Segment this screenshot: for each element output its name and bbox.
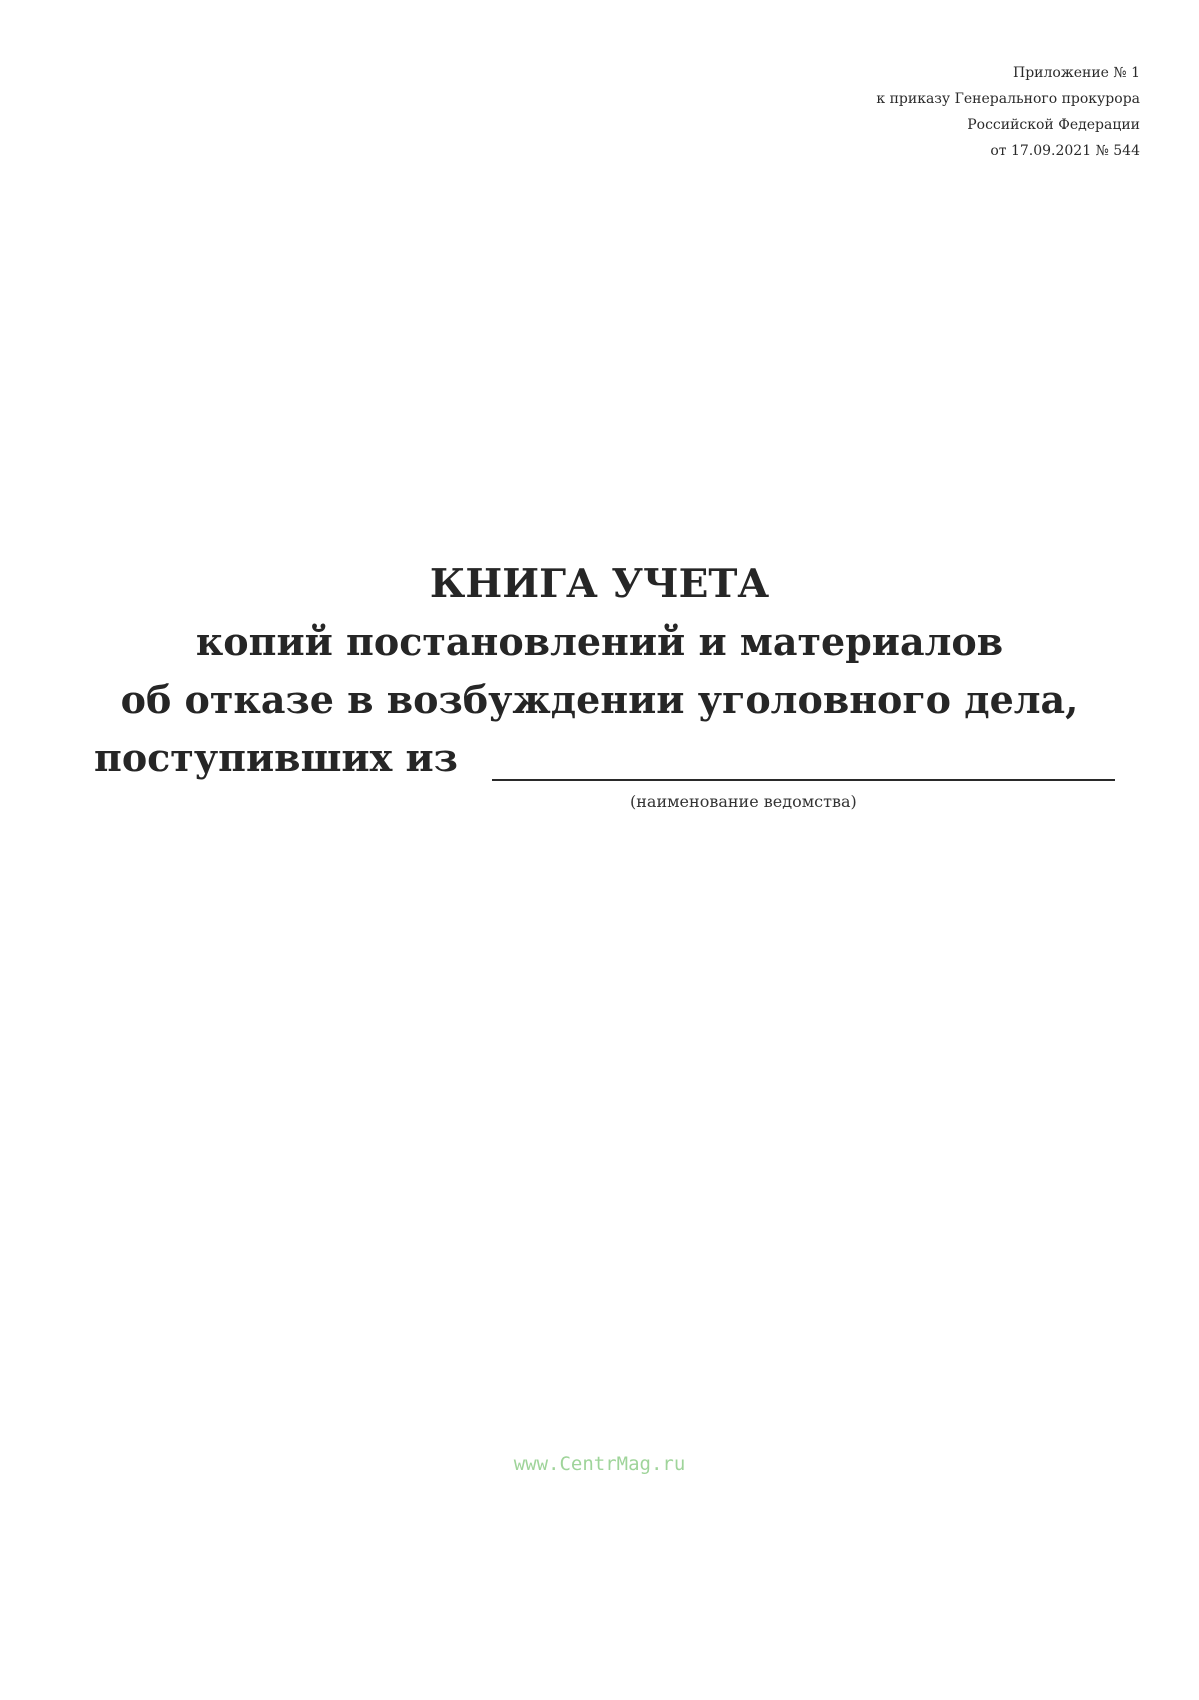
title-from-row bbox=[0, 729, 1199, 787]
title-main: КНИГА УЧЕТА bbox=[429, 561, 770, 607]
appendix-order-ref: к приказу Генерального прокурора bbox=[876, 91, 1140, 107]
title-line-3: об отказе в возбуждении уголовного дела, bbox=[120, 677, 1079, 722]
appendix-note bbox=[876, 60, 1140, 164]
appendix-number: Приложение № 1 bbox=[1013, 65, 1140, 81]
title-line-2: копий постановлений и материалов bbox=[195, 619, 1004, 664]
appendix-country: Российской Федерации bbox=[967, 117, 1140, 133]
title-line-4: поступивших из bbox=[94, 735, 458, 780]
watermark: www.CentrMag.ru bbox=[513, 1453, 686, 1475]
appendix-date: от 17.09.2021 № 544 bbox=[990, 143, 1140, 159]
department-caption: (наименование ведомства) bbox=[630, 792, 857, 811]
document-title bbox=[0, 555, 1199, 787]
department-blank-line bbox=[492, 779, 1115, 781]
